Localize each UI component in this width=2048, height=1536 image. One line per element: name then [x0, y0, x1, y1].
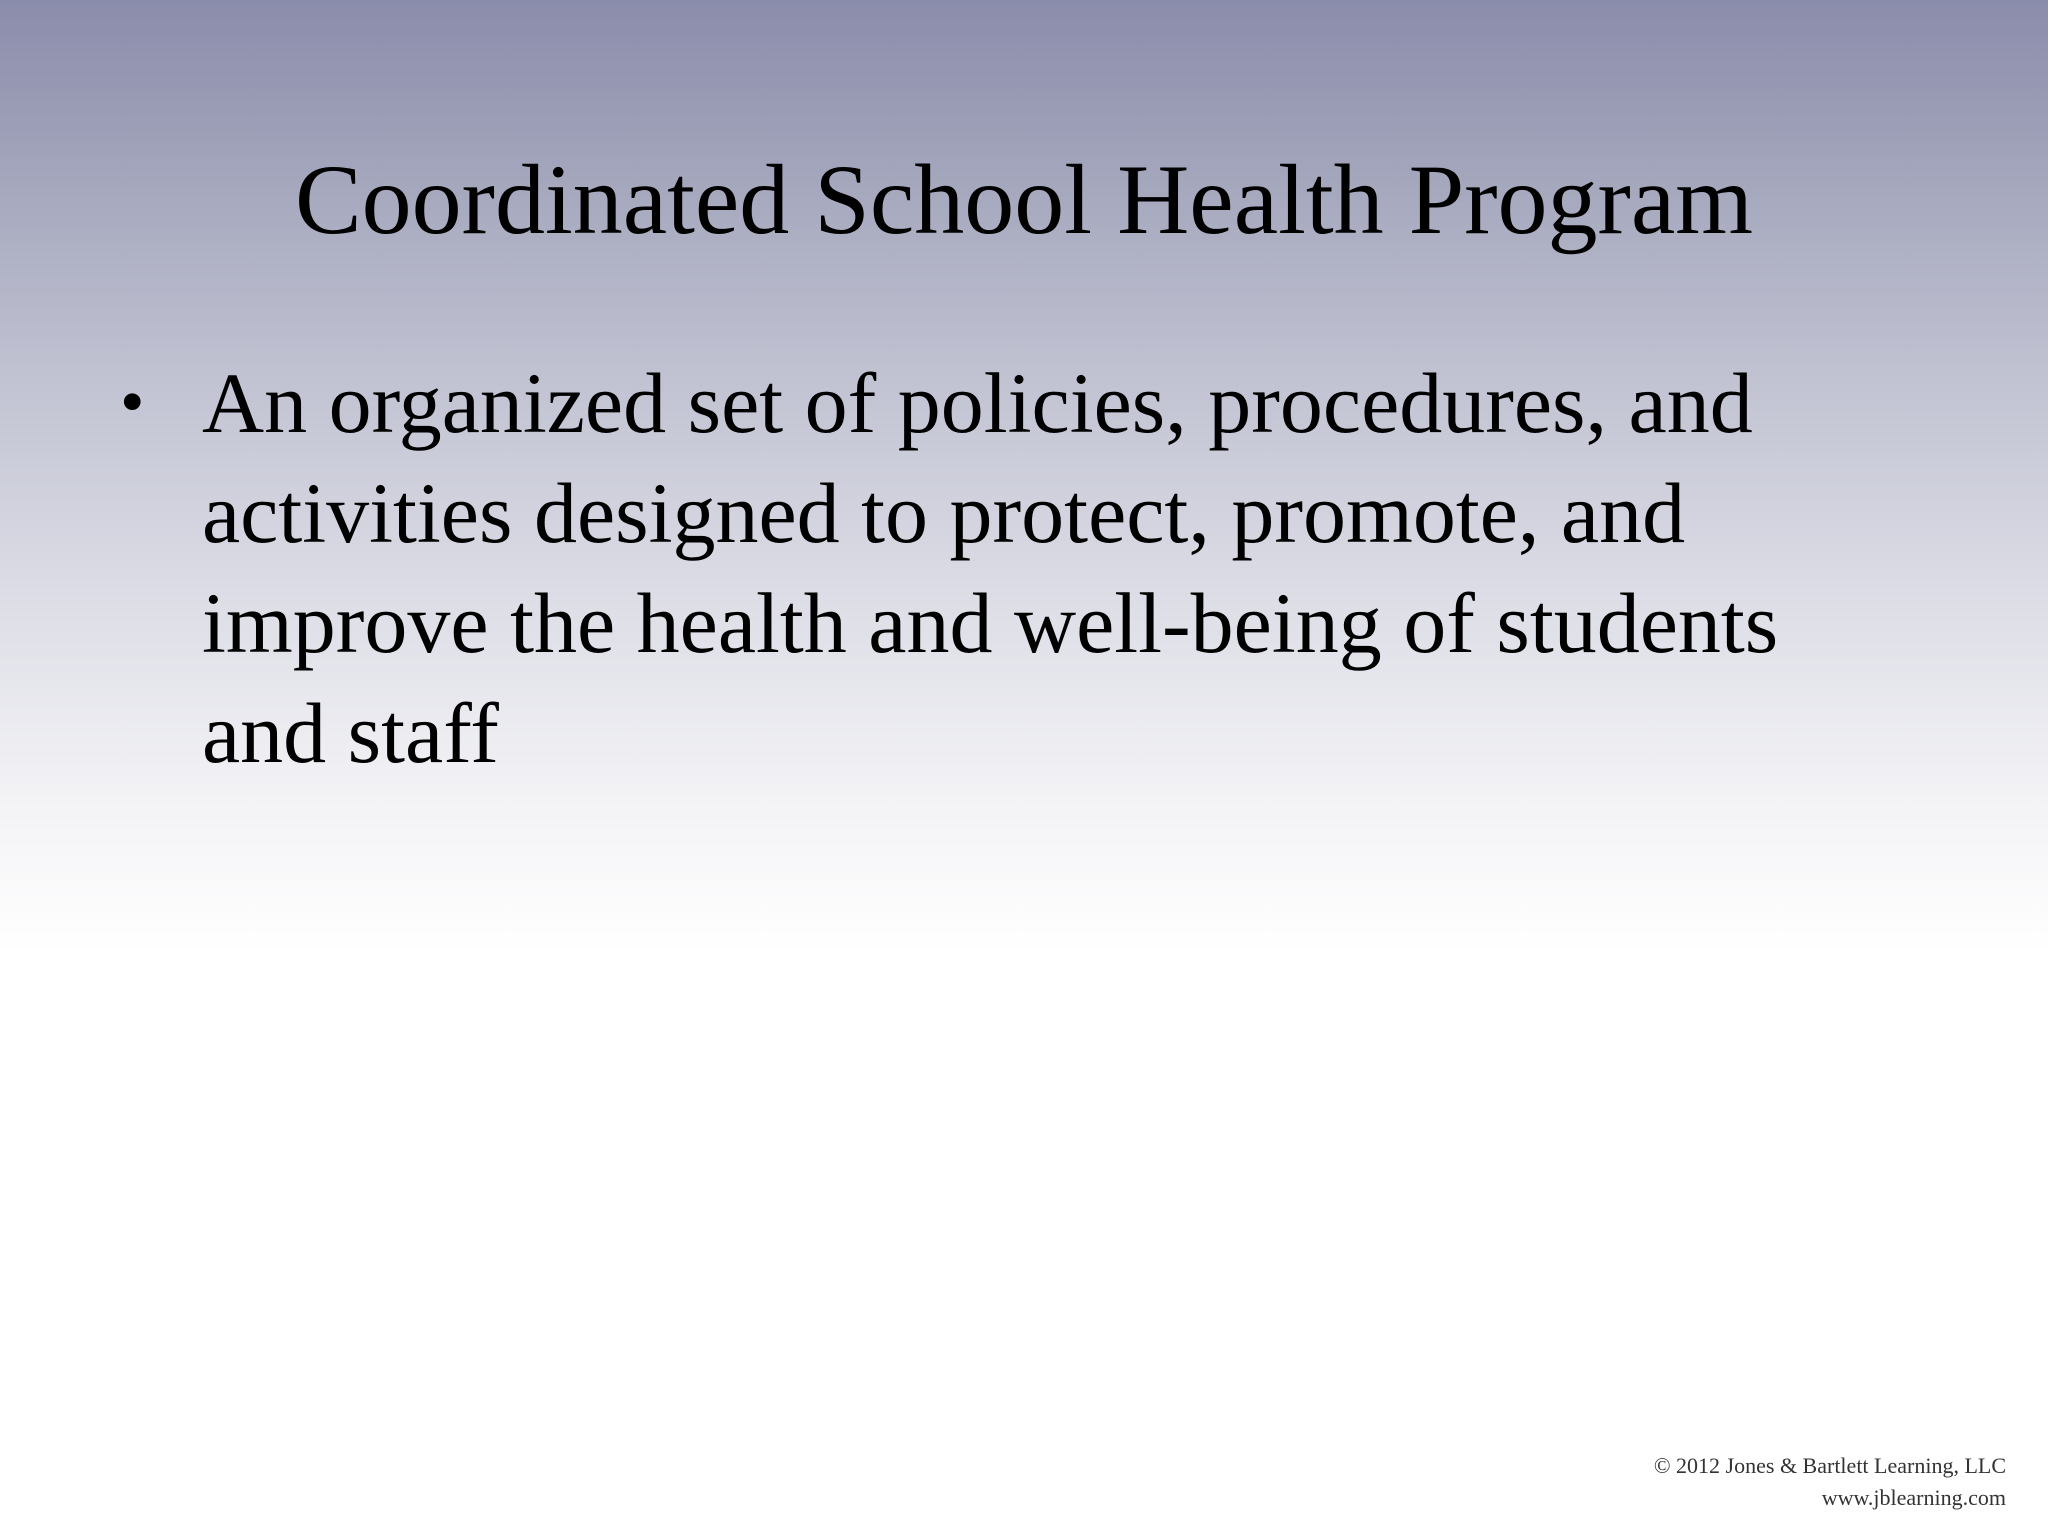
bullet-icon: •: [120, 364, 145, 441]
bullet-text: An organized set of policies, procedures, and activities designed to protect, promote, and improve the health and well-being of students and staff: [202, 355, 1779, 781]
publisher-url: www.jblearning.com: [1821, 1485, 2006, 1510]
copyright-footer: [1654, 1450, 2006, 1514]
bullet-list: [120, 348, 1920, 788]
bullet-item: [120, 348, 1920, 788]
copyright-text: © 2012 Jones & Bartlett Learning, LLC: [1653, 1453, 2006, 1478]
slide-title: Coordinated School Health Program: [294, 144, 1754, 255]
